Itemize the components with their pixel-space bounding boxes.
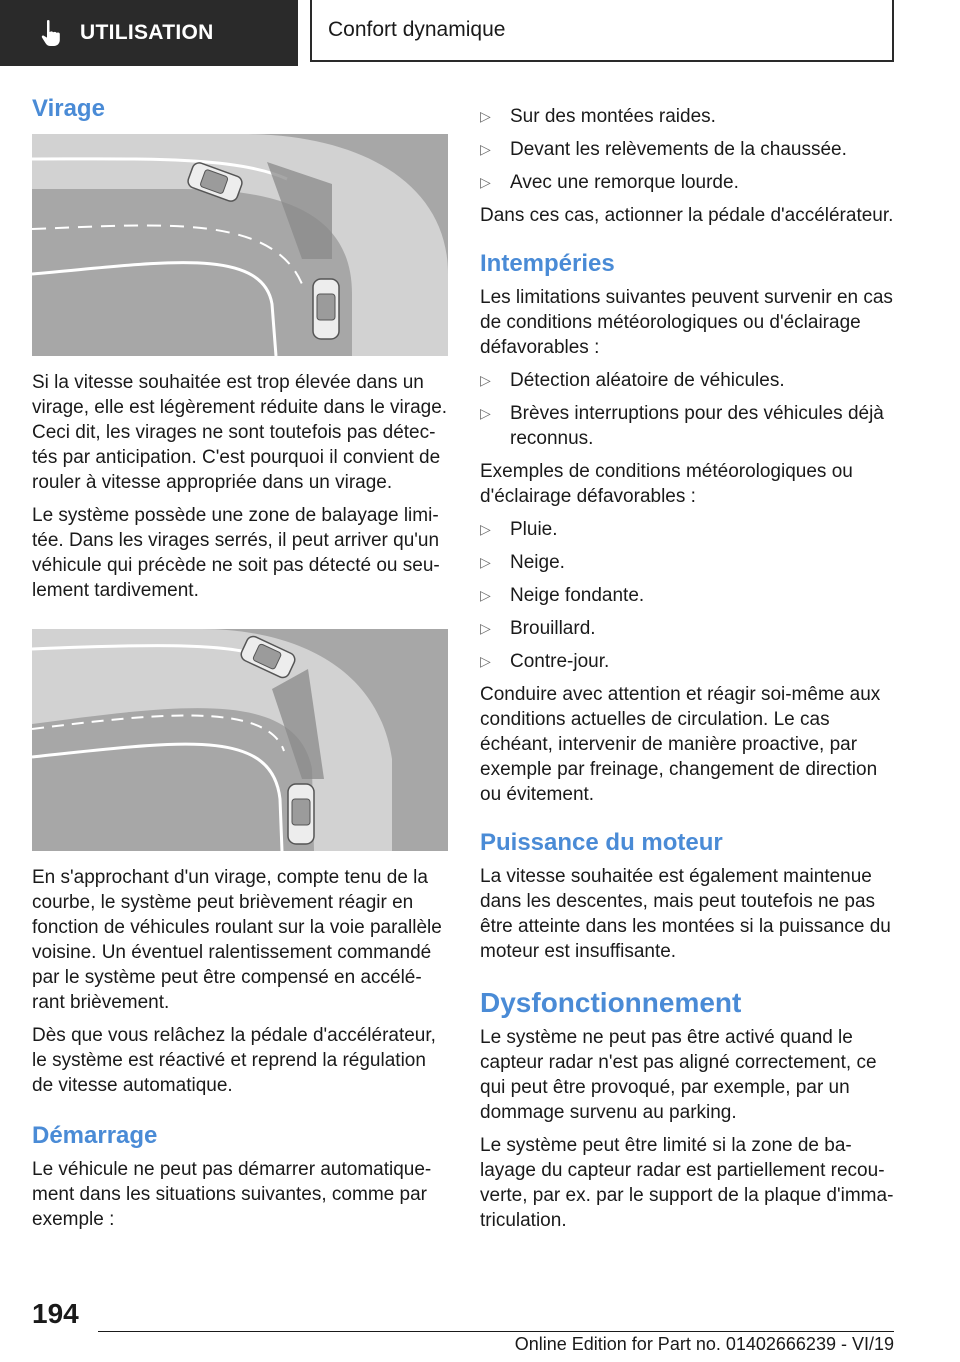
triangle-bullet-icon: ▷ [480,174,491,190]
curve-illustration-1 [32,134,448,356]
triangle-bullet-icon: ▷ [480,520,491,537]
list-item: ▷ Pluie. [480,518,558,540]
intemperies-paragraph-2: Exemples de conditions météorologiques ou d'éclairage défavorables : [480,460,853,507]
list-item: ▷ Neige fondante. [480,584,645,606]
curve-illustration-2 [32,629,448,851]
right-column [480,104,896,1241]
demarrage-paragraph-2: Dans ces cas, actionner la pédale d'accélérateur. [480,205,894,226]
virage-paragraph-3: En s'approchant d'un virage, compte tenu de la courbe, le système peut brièvement réagir en fonction de véhicules roulant sur la voie parallèle voisine. Un éventuel ralentissement commandé par le système peut être compensé en accélérant brièvement. [32,866,442,1013]
list-item: ▷ Devant les relèvements de la chaussée. [480,139,847,160]
virage-paragraph-1: Si la vitesse souhaitée est trop élevée dans un virage, elle est légèrement réduite dans le virage. Ceci dit, les virages ne sont toutefois pas détectés par anticipation. C'est pourquoi il convient de rouler à vitesse appropriée dans un virage. [32,371,448,493]
virage-heading: Virage [32,95,105,122]
puissance-heading: Puissance du moteur [480,828,723,856]
virage-paragraph-4: Dès que vous relâchez la pédale d'accélérateur, le système est réactivé et reprend la régulation de vitesse automatique. [32,1024,436,1096]
section-tab [0,0,298,66]
section-label: UTILISATION [80,21,214,44]
list-item: ▷ Sur des montées raides. [480,106,716,127]
footer-divider [98,1331,894,1332]
edition-text: Online Edition for Part no. 01402666239 - VI/19 [514,1334,894,1354]
page-header [0,0,960,66]
triangle-bullet-icon: ▷ [480,404,491,421]
virage-paragraph-2: Le système possède une zone de balayage limitée. Dans les virages serrés, il peut arriver qu'un véhicule qui précède ne soit pas détecté ou seulement tardivement. [32,504,440,601]
list-item: ▷ Détection aléatoire de véhicules. [480,369,785,391]
triangle-bullet-icon: ▷ [480,108,491,124]
intemperies-paragraph-3: Conduire avec attention et réagir soi-même aux conditions actuelles de circulation. Le cas échéant, intervenir de manière proactive, par exemple par freinage, changement de direction ou évitement. [480,683,881,805]
page-number: 194 [32,1298,79,1329]
triangle-bullet-icon: ▷ [480,652,491,669]
demarrage-paragraph-1: Le véhicule ne peut pas démarrer automatiquement dans les situations suivantes, comme par exemple : [32,1158,432,1230]
puissance-paragraph-1: La vitesse souhaitée est également maintenue dans les descentes, mais peut toutefois ne pas être atteinte dans les montées si la puissance du moteur est insuffisante. [480,865,891,962]
triangle-bullet-icon: ▷ [480,371,491,388]
list-item: ▷ Neige. [480,551,565,573]
list-item: ▷ Brouillard. [480,617,596,639]
dysfonctionnement-heading: Dysfonctionnement [480,986,742,1018]
chapter-tab [310,0,894,62]
list-item: ▷ Brèves interruptions pour des véhicules déjà reconnus. [480,402,884,449]
dysfonctionnement-paragraph-2: Le système peut être limité si la zone de balayage du capteur radar est partiellement recouverte, par ex. par le support de la plaque d'immatriculation. [480,1135,894,1232]
intemperies-paragraph-1: Les limitations suivantes peuvent survenir en cas de conditions météorologiques ou d'éclairage défavorables : [480,286,893,358]
list-item: ▷ Contre-jour. [480,650,610,672]
triangle-bullet-icon: ▷ [480,619,491,636]
pointing-hand-icon [36,18,66,48]
list-item: ▷ Avec une remorque lourde. [480,172,739,193]
triangle-bullet-icon: ▷ [480,586,491,603]
demarrage-list [480,104,896,195]
chapter-label: Confort dynamique [328,18,506,41]
dysfonctionnement-paragraph-1: Le système ne peut pas être activé quand le capteur radar n'est pas aligné correctement, ce qui peut être provoqué, par exemple, par un dommage survenu au parking. [480,1027,877,1124]
left-column [32,95,448,1240]
intemperies-list [480,368,896,451]
intemperies-heading: Intempéries [480,250,615,277]
triangle-bullet-icon: ▷ [480,553,491,570]
triangle-bullet-icon: ▷ [480,141,491,157]
conditions-list [480,517,896,674]
demarrage-heading: Démarrage [32,1121,158,1149]
